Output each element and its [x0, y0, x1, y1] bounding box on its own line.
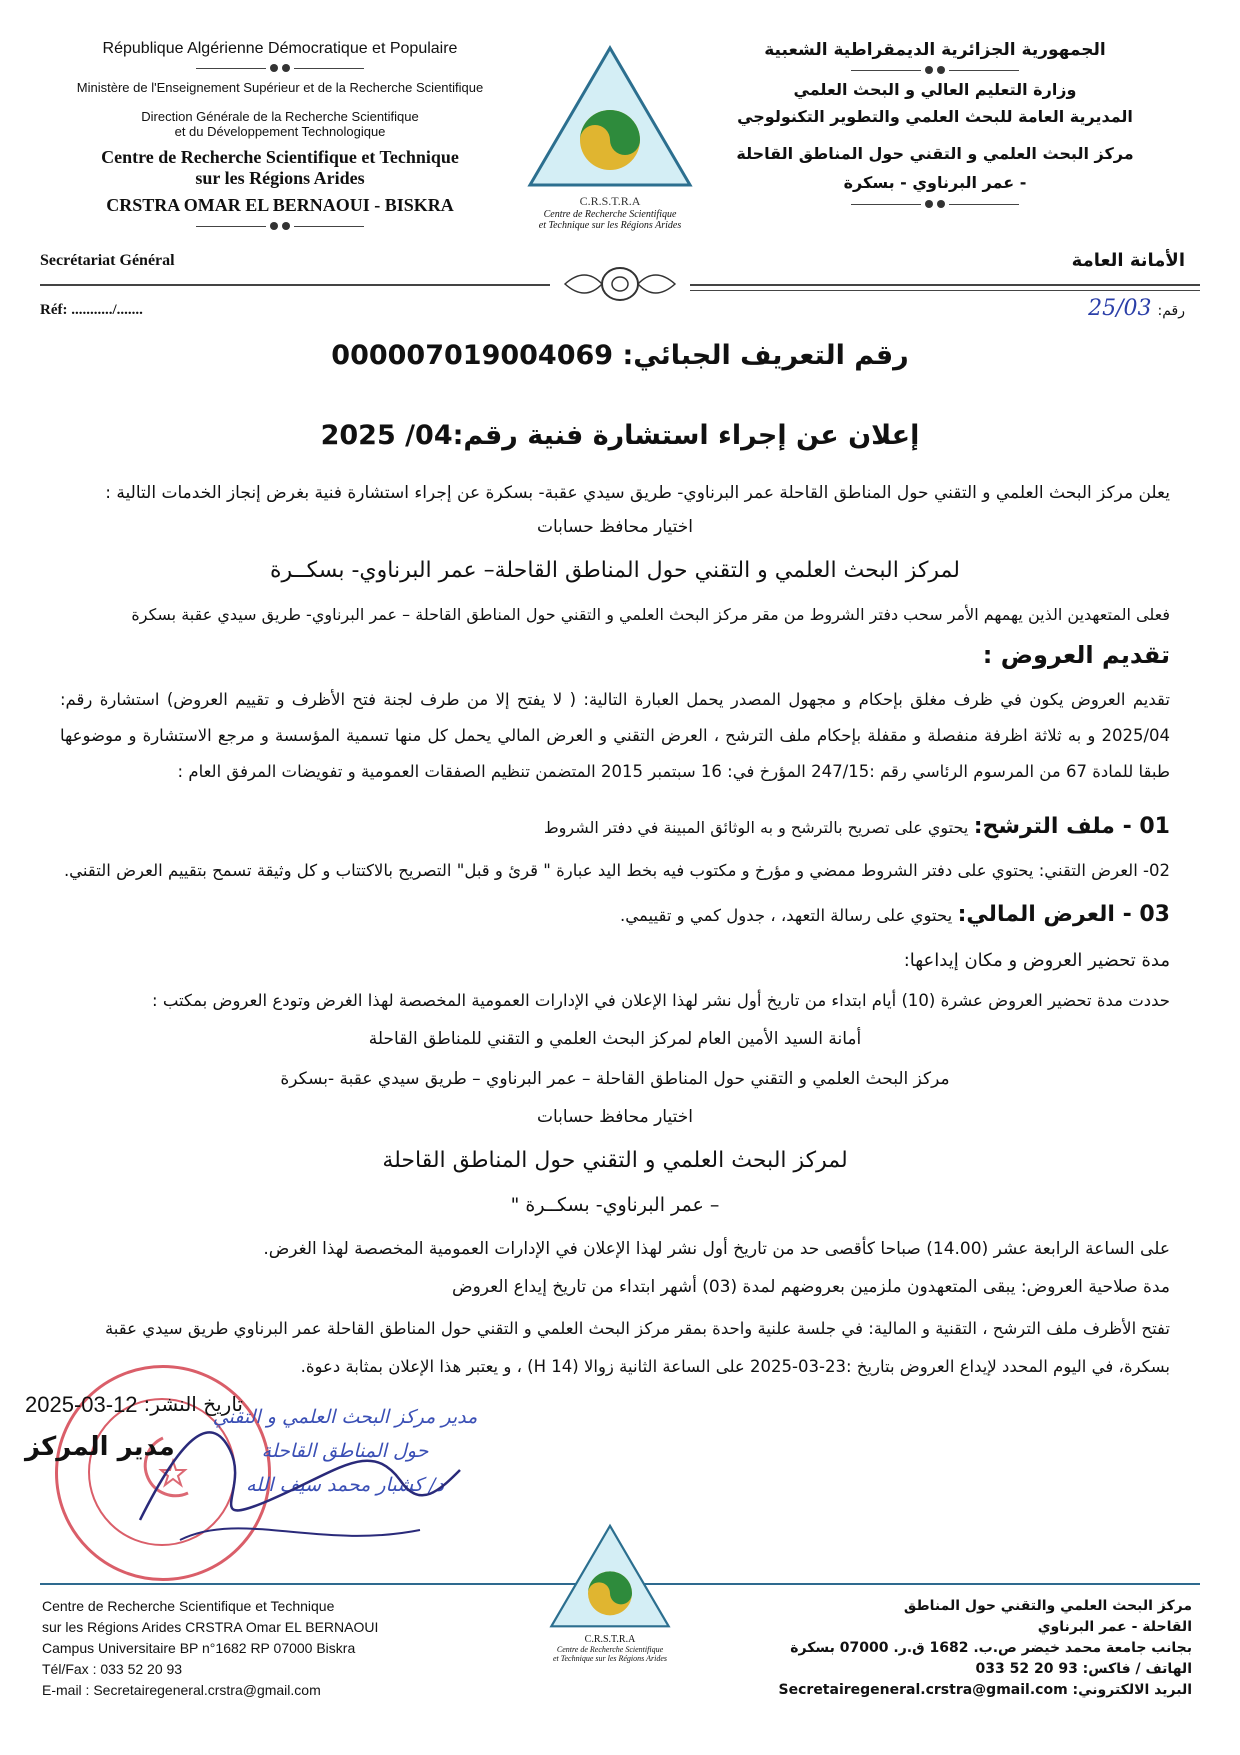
withdraw: فعلى المتعهدين الذين يهمهم الأمر سحب دفتر الشروط من مقر مركز البحث العلمي و التقني حول المناطق القاحلة – عمر البرناوي- طريق سيدي عقبة بسكرة: [131, 605, 1170, 624]
header-ar: [685, 40, 1185, 208]
footer-fr-1: Centre de Recherche Scientifique et Technique: [42, 1598, 335, 1614]
divider: [35, 64, 525, 72]
republic-ar: الجمهورية الجزائرية الديمقراطية الشعبية: [764, 40, 1106, 60]
item-2: 02- العرض التقني: يحتوي على دفتر الشروط ممضي و مؤرخ و مكتوب فيه بخط اليد عبارة " قرئ و قبل" التصريح بالاكتتاب و كل وثيقة تسمح بتقييم العرض التقني.: [63, 861, 1170, 880]
date-label: تاريخ النشر:: [143, 1392, 243, 1416]
ministry-ar: وزارة التعليم العالي و البحث العلمي: [793, 80, 1077, 99]
ornament-icon: [560, 262, 680, 306]
stamp-line-2: حول المناطق القاحلة: [261, 1440, 429, 1462]
deadline: على الساعة الرابعة عشر (14.00) صباحا كأقصى حد من تاريخ أول نشر لهذا الإعلان في الإدارات العمومية المخصصة لهذا الغرض.: [263, 1239, 1170, 1259]
prep-heading: مدة تحضير العروض و مكان إيداعها:: [903, 950, 1170, 971]
footer-logo-acronym: C.R.S.T.R.A: [584, 1634, 636, 1645]
service: اختيار محافظ حسابات: [537, 517, 693, 537]
announcement-title: إعلان عن إجراء استشارة فنية رقم:04/ 2025: [320, 420, 920, 451]
center-ar: مركز البحث العلمي و التقني حول المناطق القاحلة: [736, 144, 1134, 163]
footer-fr-4: Tél/Fax : 033 52 20 93: [42, 1661, 183, 1677]
divider: [685, 200, 1185, 208]
footer-ar: [742, 1596, 1192, 1701]
item-3-text: يحتوي على رسالة التعهد، ، جدول كمي و تقييمي.: [620, 906, 953, 925]
ref-ar: [1088, 296, 1185, 321]
footer-fr-5: E-mail : Secretairegeneral.crstra@gmail.com: [42, 1682, 321, 1698]
dg-fr-1: Direction Générale de la Recherche Scientifique: [141, 109, 419, 124]
footer-ar-1: مركز البحث العلمي والتقني حول المناطق: [903, 1598, 1192, 1614]
prep-p: حددت مدة تحضير العروض عشرة (10) أيام ابتداء من تاريخ أول نشر لهذا الإعلان في الإدارات العمومية المخصصة لهذا الغرض وتودع العروض بمكتب :: [152, 991, 1170, 1010]
office-5: – عمر البرناوي- بسكــرة ": [510, 1194, 720, 1216]
logo-caption-2: et Technique sur les Régions Arides: [538, 220, 682, 231]
secretariat-ar: الأمانة العامة: [1071, 250, 1185, 271]
opening: تفتح الأظرف ملف الترشح ، التقنية و المالية: في جلسة علنية واحدة بمقر مركز البحث العلمي و التقني حول المناطق القاحلة عمر البرناوي طريق سيدي عقبة بسكرة، في اليوم المحدد لإيداع العروض بتاريخ :23-03-2025 على الساعة الثانية زوالا (14 H) ، و يعتبر هذا الإعلان بمثابة دعوة.: [104, 1319, 1170, 1376]
center-name-fr: CRSTRA OMAR EL BERNAOUI - BISKRA: [106, 195, 454, 215]
date-value: 2025-03-12: [25, 1392, 138, 1417]
dg-fr-2: et du Développement Technologique: [174, 124, 386, 139]
header-rule-left: [40, 284, 550, 286]
stamp-line-3: د/ كشبار محمد سيف الله: [246, 1474, 444, 1496]
item-1-text: يحتوي على تصريح بالترشح و به الوثائق المبينة في دفتر الشروط: [543, 818, 969, 837]
footer-fr-2: sur les Régions Arides CRSTRA Omar EL BERNAOUI: [42, 1619, 379, 1635]
divider: [685, 66, 1185, 74]
footer-logo-icon: [540, 1520, 680, 1630]
crstra-logo: [520, 40, 700, 230]
office-4: لمركز البحث العلمي و التقني حول المناطق القاحلة: [382, 1148, 848, 1173]
ref-ar-value: 25/03: [1088, 296, 1152, 321]
intro: يعلن مركز البحث العلمي و التقني حول المناطق القاحلة عمر البرناوي- طريق سيدي عقبة- بسكرة عن إجراء استشارة فنية بغرض إنجاز الخدمات التالية :: [105, 483, 1170, 503]
footer-fr: [42, 1596, 378, 1701]
validity: مدة صلاحية العروض: يبقى المتعهدون ملزمين بعروضهم لمدة (03) أشهر ابتداء من تاريخ إيداع العروض: [452, 1277, 1170, 1297]
director-title: مدير المركز: [25, 1432, 175, 1462]
footer-ar-3: بجانب جامعة محمد خيضر ص.ب. 1682 ق.ر. 07000 بسكرة: [790, 1640, 1192, 1656]
footer-logo-caption-1: Centre de Recherche Scientifique: [556, 1645, 664, 1654]
ministry-fr: Ministère de l'Enseignement Supérieur et de la Recherche Scientifique: [76, 80, 484, 95]
center-name-ar: - عمر البرناوي - بسكرة: [843, 173, 1027, 192]
item-3-label: 03 - العرض المالي:: [957, 902, 1170, 927]
ref-fr: Réf: .........../.......: [40, 302, 143, 318]
offers-heading: تقديم العروض :: [982, 641, 1170, 669]
item-1: [60, 812, 1170, 843]
crstra-logo-icon: [520, 40, 700, 190]
header-rule-right: [690, 284, 1200, 291]
footer-ar-4: الهاتف / فاكس: 93 20 52 033: [975, 1661, 1192, 1677]
tax-id: رقم التعريف الجبائي: 000007019004069: [331, 340, 909, 371]
item-3: [60, 900, 1170, 931]
republic-fr: République Algérienne Démocratique et Populaire: [102, 40, 458, 57]
handwritten-signature-icon: [120, 1380, 480, 1570]
header-fr: [35, 40, 525, 230]
footer-ar-5: البريد الالكتروني: Secretairegeneral.crstra@gmail.com: [778, 1682, 1192, 1698]
secretariat-fr: Secrétariat Général: [40, 252, 175, 269]
center-fr-1: Centre de Recherche Scientifique et Technique: [101, 147, 459, 167]
office-3: اختيار محافظ حسابات: [537, 1107, 693, 1127]
footer-logo-caption-2: et Technique sur les Régions Arides: [553, 1654, 667, 1663]
office-1: أمانة السيد الأمين العام لمركز البحث العلمي و التقني للمناطق القاحلة: [368, 1029, 862, 1049]
footer-ar-2: القاحلة - عمر البرناوي: [1037, 1619, 1192, 1635]
logo-caption-1: Centre de Recherche Scientifique: [543, 209, 677, 220]
stamp-line-1: مدير مركز البحث العلمي و التقني: [212, 1406, 478, 1428]
logo-acronym: C.R.S.T.R.A: [579, 194, 641, 208]
center-fr-2: sur les Régions Arides: [195, 168, 365, 188]
footer-logo: [540, 1520, 680, 1663]
office-2: مركز البحث العلمي و التقني حول المناطق القاحلة – عمر البرناوي – طريق سيدي عقبة -بسكرة: [280, 1069, 950, 1089]
item-1-label: 01 - ملف الترشح:: [973, 814, 1170, 839]
divider: [35, 222, 525, 230]
dg-ar: المديرية العامة للبحث العلمي والتطوير التكنولوجي: [737, 107, 1133, 126]
footer-fr-3: Campus Universitaire BP n°1682 RP 07000 Biskra: [42, 1640, 356, 1656]
for-center: لمركز البحث العلمي و التقني حول المناطق القاحلة– عمر البرناوي- بسكــرة: [270, 558, 960, 583]
offers-p1: تقديم العروض يكون في ظرف مغلق بإحكام و مجهول المصدر يحمل العبارة التالية: ( لا يفتح إلا من طرف لجنة فتح الأظرف و تقييم العروض) استشارة رقم: 2025/04 و به ثلاثة اظرفة منفصلة و مقفلة بإحكام ملف الترشح ، العرض التقني و العرض المالي يحمل كل منها تسمية المؤسسة و مرجع الاستشارة و موضوعها طبقا للمادة 67 من المرسوم الرئاسي رقم :247/15 المؤرخ في: 16 سبتمبر 2015 المتضمن تنظيم الصفقات العمومية و تفويضات المرفق العام :: [60, 690, 1170, 781]
ref-ar-label: رقم:: [1157, 303, 1185, 319]
